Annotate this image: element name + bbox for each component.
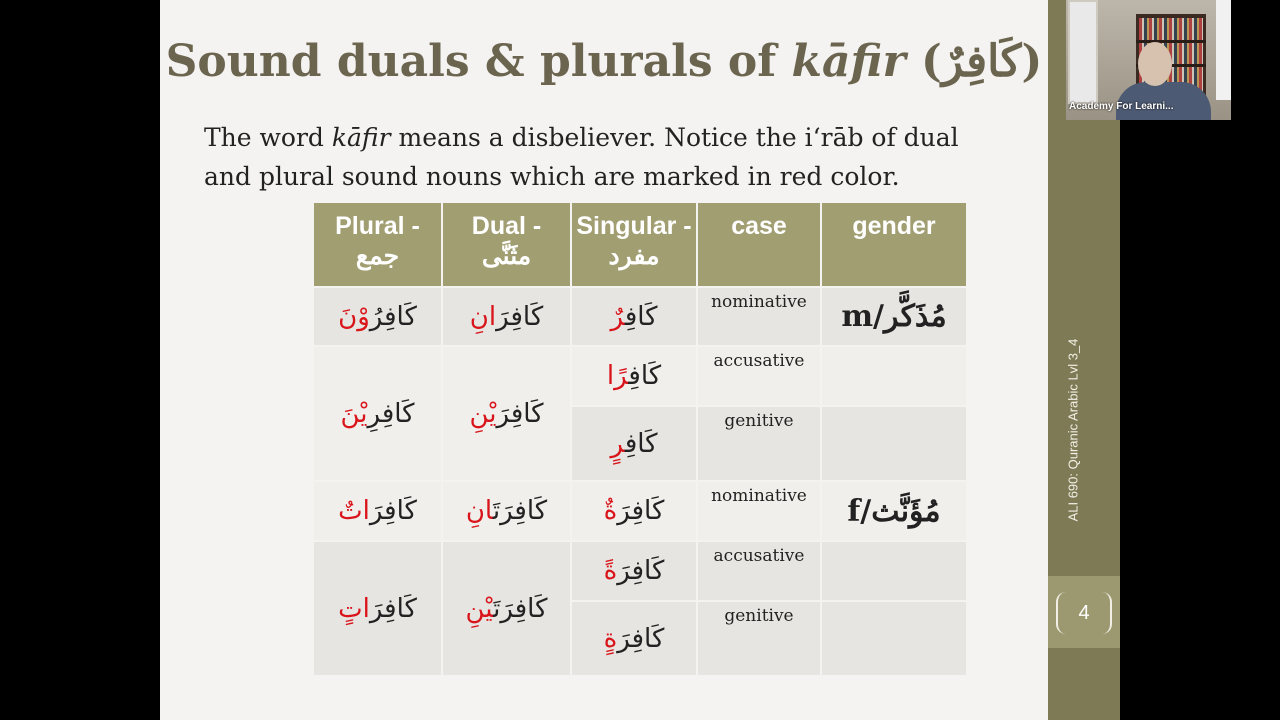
video-shelf-line bbox=[1136, 40, 1206, 43]
masc-singular-nominative bbox=[571, 287, 697, 346]
fem-singular-genitive bbox=[571, 601, 697, 676]
empty-cell bbox=[821, 601, 967, 676]
case-nominative: nominative bbox=[697, 287, 821, 346]
header-plural: Plural - جمع bbox=[313, 202, 442, 287]
fem-dual-accusative-genitive bbox=[442, 541, 571, 676]
stem: كَافِرَتَ bbox=[493, 593, 548, 624]
stem: كَافِرِ bbox=[367, 398, 415, 429]
stem: كَافِرَ bbox=[496, 398, 544, 429]
masc-singular-accusative bbox=[571, 346, 697, 406]
intro-paragraph bbox=[204, 118, 1004, 196]
case-genitive: genitive bbox=[697, 601, 821, 676]
ending: ةً bbox=[603, 556, 618, 586]
ending: رٌ bbox=[610, 301, 625, 332]
ending: وْنَ bbox=[338, 301, 370, 332]
stem: كَافِرَتَ bbox=[492, 496, 548, 526]
ending: ةٌ bbox=[603, 496, 618, 526]
masc-dual-nominative bbox=[442, 287, 571, 346]
stem: كَافِ bbox=[624, 428, 658, 459]
side-bar-bottom bbox=[1048, 648, 1120, 720]
header-gender: gender bbox=[821, 202, 967, 287]
gender-masculine: m/مُذَكَّر bbox=[821, 287, 967, 346]
title-arabic: (كَافِرٌ) bbox=[905, 36, 1043, 87]
ending: يْنِ bbox=[465, 593, 494, 624]
participant-name: Academy For Learni... bbox=[1069, 101, 1174, 112]
stem: كَافِرَ bbox=[369, 496, 417, 526]
intro-italic-word: kāfir bbox=[331, 123, 391, 152]
video-participant-tile[interactable] bbox=[1066, 0, 1231, 120]
case-accusative: accusative bbox=[697, 541, 821, 601]
ending: اتٍ bbox=[338, 593, 370, 624]
empty-cell bbox=[821, 346, 967, 406]
case-genitive: genitive bbox=[697, 406, 821, 481]
video-window bbox=[1216, 0, 1231, 100]
masc-singular-genitive bbox=[571, 406, 697, 481]
ending: انِ bbox=[469, 301, 497, 332]
intro-text-b: means a disbeliever. Notice the i‘rāb of dual and plural sound nouns which are marked in red color. bbox=[204, 123, 959, 191]
title-italic-word: kāfir bbox=[791, 36, 906, 87]
empty-cell bbox=[821, 406, 967, 481]
noun-table bbox=[312, 201, 968, 677]
stem: كَافِرَ bbox=[617, 623, 665, 654]
header-singular: Singular - مفرد bbox=[571, 202, 697, 287]
masc-plural-nominative bbox=[313, 287, 442, 346]
header-dual: Dual - مثَنَّى bbox=[442, 202, 571, 287]
stem: كَافِ bbox=[624, 301, 658, 332]
case-accusative: accusative bbox=[697, 346, 821, 406]
stem: كَافِرَ bbox=[369, 593, 417, 624]
empty-cell bbox=[821, 541, 967, 601]
video-person-head bbox=[1138, 42, 1172, 86]
stem: كَافِرَ bbox=[617, 496, 665, 526]
header-case: case bbox=[697, 202, 821, 287]
course-label: ALI 690: Quranic Arabic Lvl 3_4 bbox=[1065, 338, 1081, 522]
fem-plural-accusative-genitive bbox=[313, 541, 442, 676]
stem: كَافِرَ bbox=[496, 301, 544, 332]
gender-feminine: f/مُؤَنَّث bbox=[821, 481, 967, 541]
case-nominative: nominative bbox=[697, 481, 821, 541]
fem-singular-nominative bbox=[571, 481, 697, 541]
stem: كَافِرَ bbox=[617, 556, 665, 586]
fem-singular-accusative bbox=[571, 541, 697, 601]
masc-plural-accusative-genitive bbox=[313, 346, 442, 481]
video-window bbox=[1068, 0, 1098, 104]
slide-number: 4 bbox=[1056, 592, 1112, 634]
ending: رٍ bbox=[610, 428, 625, 459]
ending: يْنِ bbox=[469, 398, 497, 429]
slide-title bbox=[160, 36, 1048, 87]
stem: كَافِرُ bbox=[369, 301, 417, 332]
fem-plural-nominative bbox=[313, 481, 442, 541]
stem: كَافِ bbox=[628, 361, 662, 391]
ending: انِ bbox=[465, 496, 493, 526]
intro-text-a: The word bbox=[204, 123, 332, 152]
ending: رًا bbox=[606, 361, 629, 391]
fem-dual-nominative bbox=[442, 481, 571, 541]
masc-dual-accusative-genitive bbox=[442, 346, 571, 481]
ending: ةٍ bbox=[603, 623, 618, 654]
ending: اتٌ bbox=[338, 496, 370, 526]
ending: يْنَ bbox=[340, 398, 368, 429]
title-text: Sound duals & plurals of bbox=[165, 36, 792, 87]
